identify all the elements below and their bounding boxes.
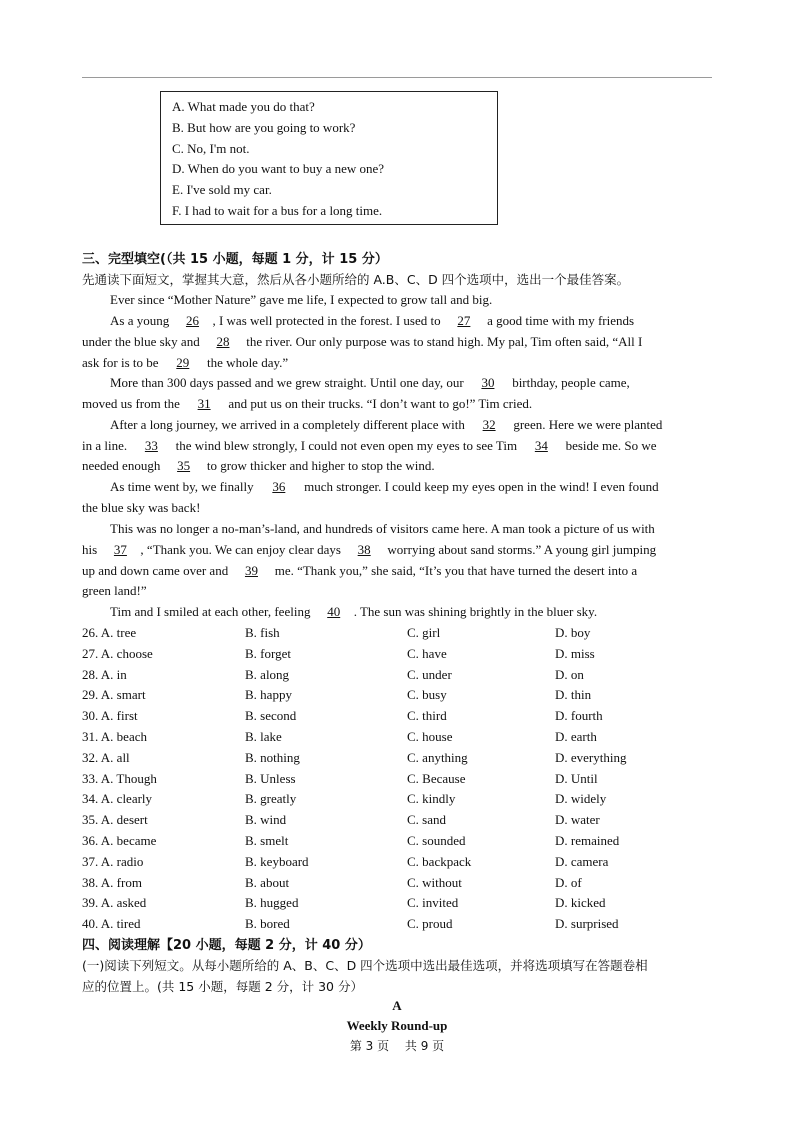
option-d[interactable]: D. fourth bbox=[555, 708, 603, 724]
dialogue-options-box bbox=[160, 91, 498, 225]
question-row bbox=[82, 789, 712, 810]
question-row bbox=[82, 623, 712, 644]
passage-line: Tim and I smiled at each other, feeling 40 . The sun was shining brightly in the bluer sky. bbox=[110, 604, 598, 619]
option-c[interactable]: C. kindly bbox=[407, 791, 456, 807]
option-c[interactable]: C. sand bbox=[407, 812, 446, 828]
blank-28[interactable]: 28 bbox=[216, 334, 230, 349]
option-d[interactable]: D. miss bbox=[555, 645, 595, 661]
passage-line: up and down came over and 39 me. “Thank you,” she said, “It’s you that have turned the desert into a bbox=[82, 563, 638, 578]
option-a[interactable]: 37. A. radio bbox=[82, 853, 144, 869]
option-d[interactable]: D. surprised bbox=[555, 916, 619, 932]
option-b[interactable]: B. fish bbox=[245, 625, 280, 640]
question-row bbox=[82, 769, 712, 790]
blank-38[interactable]: 38 bbox=[357, 542, 371, 557]
option-b[interactable]: B. forget bbox=[245, 645, 291, 661]
section3-title: 三、完型填空(（共 15 小题，每题 1 分，计 15 分） bbox=[82, 252, 388, 267]
option-c[interactable]: C. have bbox=[407, 645, 447, 661]
box-option: E. I've sold my car. bbox=[172, 182, 272, 198]
option-d[interactable]: D. on bbox=[555, 666, 584, 682]
option-c[interactable]: C. proud bbox=[407, 916, 453, 932]
option-c[interactable]: C. Because bbox=[407, 770, 466, 786]
option-b[interactable]: B. Unless bbox=[245, 770, 296, 786]
option-c[interactable]: C. anything bbox=[407, 749, 468, 765]
passage-line: green land!” bbox=[82, 583, 147, 598]
option-a[interactable]: 30. A. first bbox=[82, 708, 138, 724]
option-b[interactable]: B. wind bbox=[245, 812, 287, 828]
option-b[interactable]: B. along bbox=[245, 666, 290, 682]
question-row bbox=[82, 685, 712, 706]
option-d[interactable]: D. kicked bbox=[555, 895, 606, 911]
option-b[interactable]: B. nothing bbox=[245, 749, 300, 765]
blank-40[interactable]: 40 bbox=[327, 604, 341, 619]
option-c[interactable]: C. under bbox=[407, 666, 452, 682]
option-a[interactable]: 33. A. Though bbox=[82, 770, 157, 786]
option-d[interactable]: D. thin bbox=[555, 687, 592, 703]
page-footer: 第 3 页 共 9 页 bbox=[349, 1039, 445, 1053]
box-option: D. When do you want to buy a new one? bbox=[172, 161, 385, 177]
option-a[interactable]: 27. A. choose bbox=[82, 645, 153, 661]
question-row bbox=[82, 852, 712, 873]
option-d[interactable]: D. earth bbox=[555, 728, 597, 744]
blank-37[interactable]: 37 bbox=[113, 542, 127, 557]
question-row bbox=[82, 706, 712, 727]
option-b[interactable]: B. smelt bbox=[245, 832, 289, 848]
blank-39[interactable]: 39 bbox=[244, 563, 258, 578]
question-row bbox=[82, 810, 712, 831]
option-c[interactable]: C. without bbox=[407, 874, 462, 890]
option-c[interactable]: C. invited bbox=[407, 895, 459, 911]
blank-35[interactable]: 35 bbox=[177, 458, 191, 473]
option-a[interactable]: 32. A. all bbox=[82, 749, 130, 765]
question-row bbox=[82, 893, 712, 914]
option-a[interactable]: 34. A. clearly bbox=[82, 791, 153, 807]
question-row bbox=[82, 831, 712, 852]
passage-line: moved us from the 31 and put us on their trucks. “I don’t want to go!” Tim cried. bbox=[82, 396, 533, 411]
blank-36[interactable]: 36 bbox=[272, 479, 286, 494]
option-d[interactable]: D. of bbox=[555, 874, 582, 890]
option-a[interactable]: 40. A. tired bbox=[82, 916, 141, 932]
option-a[interactable]: 36. A. became bbox=[82, 832, 157, 848]
option-b[interactable]: B. lake bbox=[245, 728, 282, 744]
section4-instruction-line2: 应的位置上。(共 15 小题，每题 2 分，计 30 分） bbox=[82, 979, 363, 994]
option-a[interactable]: 38. A. from bbox=[82, 874, 142, 890]
option-c[interactable]: C. girl bbox=[407, 625, 441, 640]
question-row bbox=[82, 644, 712, 665]
option-a[interactable]: 29. A. smart bbox=[82, 687, 146, 703]
passage-line: More than 300 days passed and we grew straight. Until one day, our 30 birthday, people came, bbox=[110, 375, 630, 390]
passage-line: As time went by, we finally 36 much stronger. I could keep my eyes open in the wind! I even found bbox=[110, 479, 659, 494]
option-b[interactable]: B. happy bbox=[245, 687, 292, 703]
blank-31[interactable]: 31 bbox=[197, 396, 211, 411]
box-option: C. No, I'm not. bbox=[172, 140, 250, 156]
option-a[interactable]: 26. A. tree bbox=[82, 625, 137, 640]
box-option: B. But how are you going to work? bbox=[172, 119, 356, 135]
section4-title: 四、阅读理解【20 小题，每题 2 分，计 40 分） bbox=[82, 938, 371, 953]
option-d[interactable]: D. boy bbox=[555, 625, 591, 640]
header-rule bbox=[82, 77, 712, 78]
option-d[interactable]: D. everything bbox=[555, 749, 627, 765]
option-d[interactable]: D. widely bbox=[555, 791, 607, 807]
option-a[interactable]: 31. A. beach bbox=[82, 728, 147, 744]
option-b[interactable]: B. about bbox=[245, 874, 290, 890]
blank-33[interactable]: 33 bbox=[144, 438, 158, 453]
option-b[interactable]: B. greatly bbox=[245, 791, 297, 807]
option-c[interactable]: C. busy bbox=[407, 687, 447, 703]
option-c[interactable]: C. house bbox=[407, 728, 453, 744]
passage-line: under the blue sky and 28 the river. Our only purpose was to stand high. My pal, Tim often said, “All I bbox=[82, 334, 643, 349]
box-option: A. What made you do that? bbox=[172, 99, 315, 114]
passage-line: the blue sky was back! bbox=[82, 500, 201, 515]
option-d[interactable]: D. water bbox=[555, 812, 600, 828]
blank-29[interactable]: 29 bbox=[176, 355, 190, 370]
option-b[interactable]: B. hugged bbox=[245, 895, 299, 911]
blank-30[interactable]: 30 bbox=[481, 375, 495, 390]
option-a[interactable]: 28. A. in bbox=[82, 666, 127, 682]
blank-27[interactable]: 27 bbox=[457, 313, 471, 328]
section4-instruction-line1: (一)阅读下列短文。从每小题所给的 A、B、C、D 四个选项中选出最佳选项，并将选项填写在答题卷相 bbox=[82, 958, 648, 973]
option-c[interactable]: C. backpack bbox=[407, 853, 472, 869]
question-row bbox=[82, 665, 712, 686]
article-letter: A bbox=[392, 998, 402, 1013]
option-d[interactable]: D. Until bbox=[555, 770, 598, 786]
question-row bbox=[82, 914, 712, 935]
option-a[interactable]: 39. A. asked bbox=[82, 895, 147, 911]
passage-line: needed enough 35 to grow thicker and higher to stop the wind. bbox=[82, 458, 435, 473]
option-b[interactable]: B. keyboard bbox=[245, 853, 309, 869]
passage-line: After a long journey, we arrived in a completely different place with 32 green. Here we were planted bbox=[110, 417, 663, 432]
section3-instruction: 先通读下面短文，掌握其大意，然后从各小题所给的 A.B、C、D 四个选项中，选出一个最佳答案。 bbox=[82, 272, 630, 287]
question-row bbox=[82, 748, 712, 769]
question-row bbox=[82, 873, 712, 894]
box-option: F. I had to wait for a bus for a long time. bbox=[172, 202, 383, 218]
passage-line: in a line. 33 the wind blew strongly, I could not even open my eyes to see Tim 34 beside me. So we bbox=[82, 438, 657, 453]
passage-line: As a young 26 , I was well protected in the forest. I used to 27 a good time with my friends bbox=[110, 313, 635, 328]
option-c[interactable]: C. third bbox=[407, 708, 447, 724]
question-options bbox=[82, 623, 712, 935]
passage-line: This was no longer a no-man’s-land, and hundreds of visitors came here. A man took a picture of us with bbox=[110, 521, 655, 536]
option-d[interactable]: D. remained bbox=[555, 832, 620, 848]
option-b[interactable]: B. bored bbox=[245, 916, 290, 932]
blank-32[interactable]: 32 bbox=[482, 417, 496, 432]
article-title: Weekly Round-up bbox=[346, 1018, 448, 1033]
option-c[interactable]: C. sounded bbox=[407, 832, 466, 848]
blank-26[interactable]: 26 bbox=[185, 313, 199, 328]
blank-34[interactable]: 34 bbox=[534, 438, 548, 453]
option-d[interactable]: D. camera bbox=[555, 853, 609, 869]
option-a[interactable]: 35. A. desert bbox=[82, 812, 148, 828]
passage-line: his 37 , “Thank you. We can enjoy clear days 38 worrying about sand storms.” A young girl jumping bbox=[82, 542, 657, 557]
question-row bbox=[82, 727, 712, 748]
passage-line: Ever since “Mother Nature” gave me life, I expected to grow tall and big. bbox=[110, 292, 493, 307]
option-b[interactable]: B. second bbox=[245, 708, 297, 724]
passage-line: ask for is to be 29 the whole day.” bbox=[82, 355, 289, 370]
